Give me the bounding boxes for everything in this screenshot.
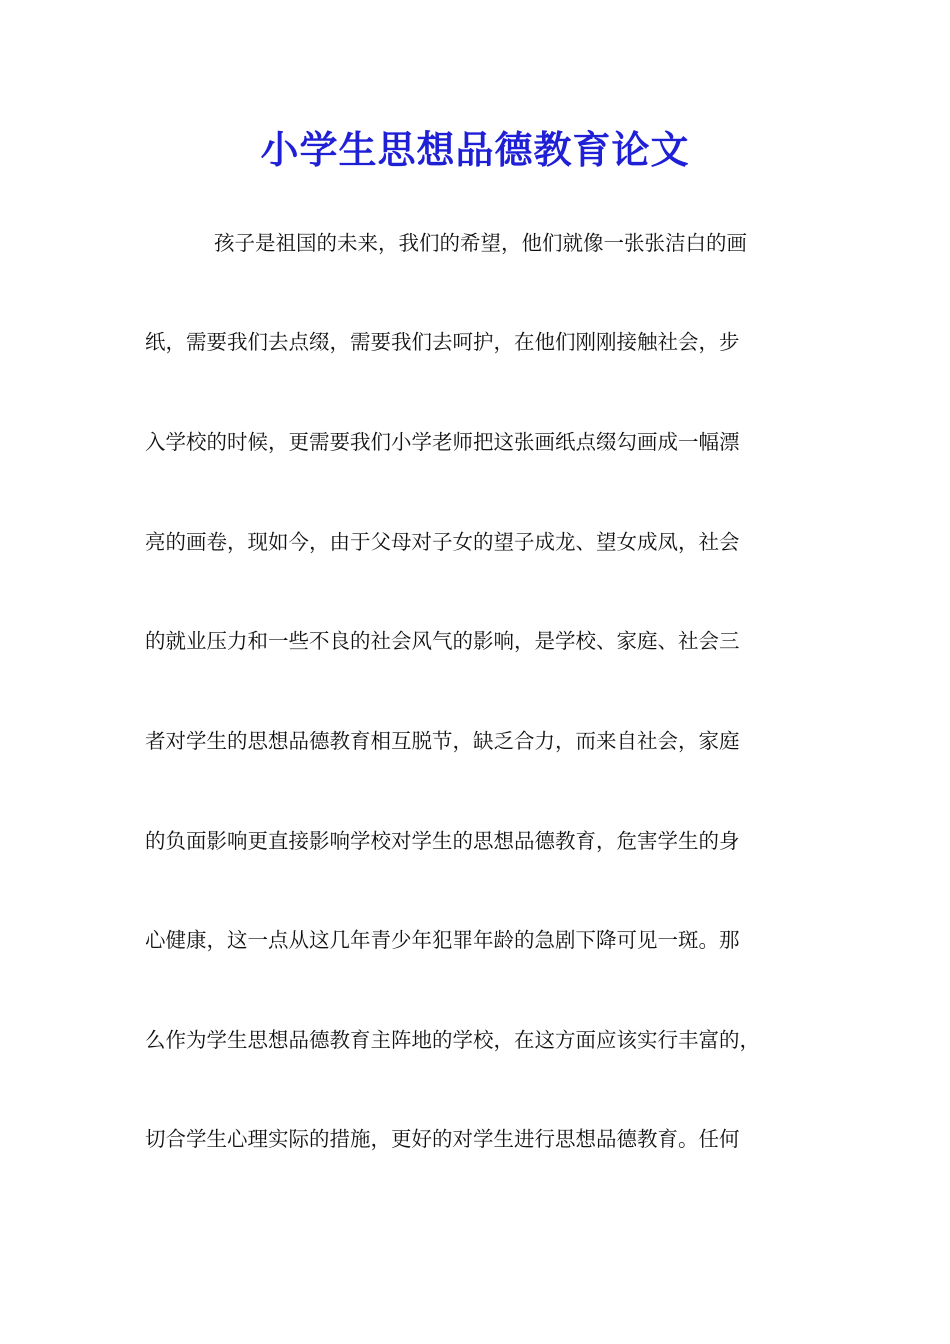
paragraph-line-8: 心健康，这一点从这几年青少年犯罪年龄的急剧下降可见一斑。那 — [145, 928, 740, 952]
paragraph-line-10: 切合学生心理实际的措施，更好的对学生进行思想品德教育。任何 — [145, 1127, 740, 1151]
paragraph-line-9: 么作为学生思想品德教育主阵地的学校，在这方面应该实行丰富的， — [145, 1028, 760, 1052]
paragraph-line-3: 入学校的时候，更需要我们小学老师把这张画纸点缀勾画成一幅漂 — [145, 430, 740, 454]
paragraph-line-5: 的就业压力和一些不良的社会风气的影响，是学校、家庭、社会三 — [145, 629, 740, 653]
paragraph-line-2: 纸，需要我们去点缀，需要我们去呵护，在他们刚刚接触社会，步 — [145, 330, 740, 354]
document-title: 小学生思想品德教育论文 — [260, 127, 690, 172]
paragraph-line-7: 的负面影响更直接影响学校对学生的思想品德教育，危害学生的身 — [145, 829, 740, 853]
paragraph-line-4: 亮的画卷，现如今，由于父母对子女的望子成龙、望女成凤，社会 — [145, 530, 740, 554]
paragraph-line-6: 者对学生的思想品德教育相互脱节，缺乏合力，而来自社会，家庭 — [145, 729, 740, 753]
paragraph-line-1: 孩子是祖国的未来，我们的希望，他们就像一张张洁白的画 — [214, 231, 747, 255]
